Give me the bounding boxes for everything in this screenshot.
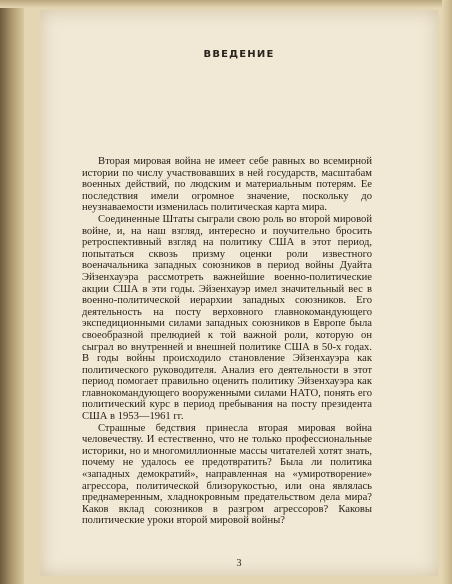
page-right-edge xyxy=(442,0,452,584)
body-text xyxy=(82,156,372,527)
paragraph-2: Соединенные Штаты сыграли свою роль во второй мировой войне, и, на наш взгляд, интересно и поучительно бросить ретроспективный взгляд на политику США в этот период, попытаться сквозь призму оценки роли известного военачальника западных союзников в период войны Дуайта Эйзенхауэра рассмотреть важнейшие военно-политические акции США в эти годы. Эйзенхауэр имел значительный вес в военно-политической иерархии западных союзников. Его деятельность на посту верховного главнокомандующего экспедиционными силами западных союзников в Европе была своеобразной прелюдией к той важной роли, которую он сыграл во внутренней и внешней политике США в 50-х годах. В годы войны происходило становление Эйзенхауэра как политического руководителя. Анализ его деятельности в этот период помогает правильно оценить политику Эйзенхауэра как главнокомандующего вооруженными силами НАТО, понять его политический курс в период пребывания на посту президента США в 1953—1961 гг. xyxy=(82,213,372,423)
paragraph-1: Вторая мировая война не имеет себе равных во всемирной истории по числу участвовавших в ней государств, масштабам военных действий, по людским и материальным потерям. Ее последствия имели огромное значение, поскольку до неузнаваемости изменилась политическая карта мира. xyxy=(82,156,372,214)
book-spine-edge xyxy=(0,0,24,584)
chapter-heading: ВВЕДЕНИЕ xyxy=(203,49,275,60)
book-page xyxy=(40,10,438,576)
paragraph-3: Страшные бедствия принесла вторая мировая война человечеству. И естественно, что не только профессиональные историки, но и многомиллионные массы читателей хотят знать, почему не удалось ее предотвратить? Была ли политика «западных демократий», направленная на «умиротворение» агрессора, политической близорукостью, или она являлась преднамеренным, хладнокровным предательством дела мира? Каков вклад союзников в разгром агрессоров? Каковы политические уроки второй мировой войны? xyxy=(82,422,372,527)
page-top-edge xyxy=(0,0,452,8)
page-number: 3 xyxy=(236,558,242,569)
